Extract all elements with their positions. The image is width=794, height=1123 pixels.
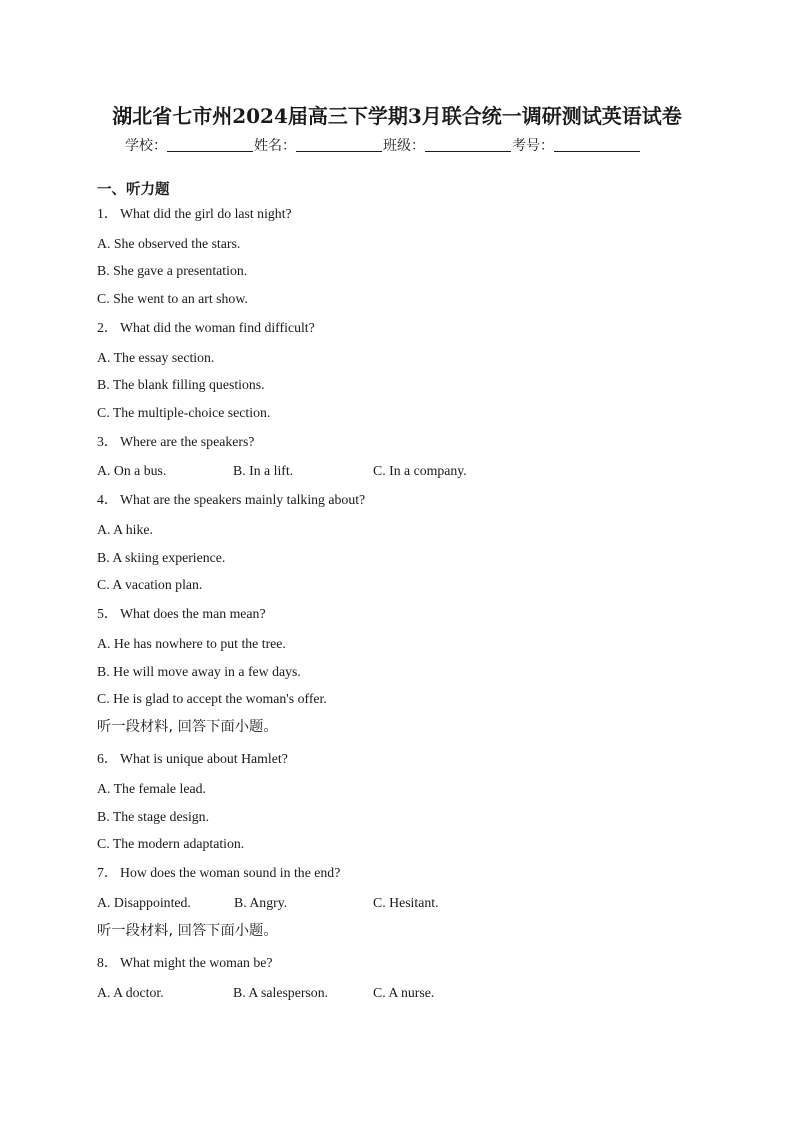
q5-option-b: B. He will move away in a few days. — [97, 664, 301, 679]
q1-option-b: B. She gave a presentation. — [97, 263, 248, 278]
question-5 — [97, 605, 266, 623]
student-info-line — [125, 136, 641, 156]
question-text: How does the woman sound in the end? — [120, 865, 341, 880]
q6-option-c: C. The modern adaptation. — [97, 836, 245, 851]
q8-option-b: B. A salesperson. — [233, 985, 329, 1000]
question-text: What did the girl do last night? — [120, 206, 292, 221]
question-text: What did the woman find difficult? — [120, 320, 315, 335]
question-number: 1． — [97, 206, 118, 221]
question-text: What are the speakers mainly talking about? — [120, 492, 366, 507]
question-number: 3． — [97, 434, 118, 449]
q8-options-row — [97, 984, 697, 1002]
q4-option-c: C. A vacation plan. — [97, 577, 203, 592]
question-number: 7． — [97, 865, 118, 880]
question-2 — [97, 319, 315, 337]
question-text: What might the woman be? — [120, 955, 273, 970]
q8-option-c: C. A nurse. — [373, 985, 435, 1000]
question-number: 2． — [97, 320, 118, 335]
name-label: 姓名： — [254, 138, 296, 154]
question-4 — [97, 491, 365, 509]
school-field — [125, 136, 254, 156]
class-field — [383, 136, 512, 156]
question-text: What does the man mean? — [120, 606, 266, 621]
q2-option-a: A. The essay section. — [97, 350, 215, 365]
exam-number-blank[interactable] — [554, 137, 640, 152]
class-blank[interactable] — [425, 137, 511, 152]
q6-option-a: A. The female lead. — [97, 781, 206, 796]
q7-option-b: B. Angry. — [234, 895, 288, 910]
listening-instruction: 听一段材料, 回答下面小题。 — [97, 923, 278, 939]
exam-title: 湖北省七市州2024届高三下学期3月联合统一调研测试英语试卷 — [112, 104, 682, 128]
class-label: 班级： — [383, 138, 425, 154]
name-blank[interactable] — [296, 137, 382, 152]
section-heading: 一、听力题 — [97, 182, 170, 198]
q5-option-c: C. He is glad to accept the woman's offer. — [97, 691, 327, 706]
q7-option-c: C. Hesitant. — [373, 895, 439, 910]
question-text: Where are the speakers? — [120, 434, 255, 449]
question-6 — [97, 750, 288, 768]
q5-option-a: A. He has nowhere to put the tree. — [97, 636, 286, 651]
q4-option-a: A. A hike. — [97, 522, 153, 537]
q6-option-b: B. The stage design. — [97, 809, 210, 824]
question-number: 8． — [97, 955, 118, 970]
question-8 — [97, 954, 273, 972]
q3-option-a: A. On a bus. — [97, 463, 167, 478]
question-number: 5． — [97, 606, 118, 621]
q4-option-b: B. A skiing experience. — [97, 550, 226, 565]
q2-option-c: C. The multiple-choice section. — [97, 405, 271, 420]
q7-option-a: A. Disappointed. — [97, 895, 191, 910]
question-7 — [97, 864, 340, 882]
exam-number-label: 考号： — [512, 138, 554, 154]
question-number: 6． — [97, 751, 118, 766]
school-blank[interactable] — [167, 137, 253, 152]
q3-option-b: B. In a lift. — [233, 463, 294, 478]
q1-option-a: A. She observed the stars. — [97, 236, 241, 251]
q3-option-c: C. In a company. — [373, 463, 467, 478]
name-field — [254, 136, 383, 156]
q2-option-b: B. The blank filling questions. — [97, 377, 265, 392]
q3-options-row — [97, 462, 697, 480]
exam-number-field — [512, 136, 641, 156]
q8-option-a: A. A doctor. — [97, 985, 164, 1000]
listening-instruction: 听一段材料, 回答下面小题。 — [97, 719, 278, 735]
school-label: 学校： — [125, 138, 167, 154]
question-1 — [97, 205, 292, 223]
question-text: What is unique about Hamlet? — [120, 751, 288, 766]
q7-options-row — [97, 894, 697, 912]
q1-option-c: C. She went to an art show. — [97, 291, 248, 306]
question-3 — [97, 433, 254, 451]
question-number: 4． — [97, 492, 118, 507]
